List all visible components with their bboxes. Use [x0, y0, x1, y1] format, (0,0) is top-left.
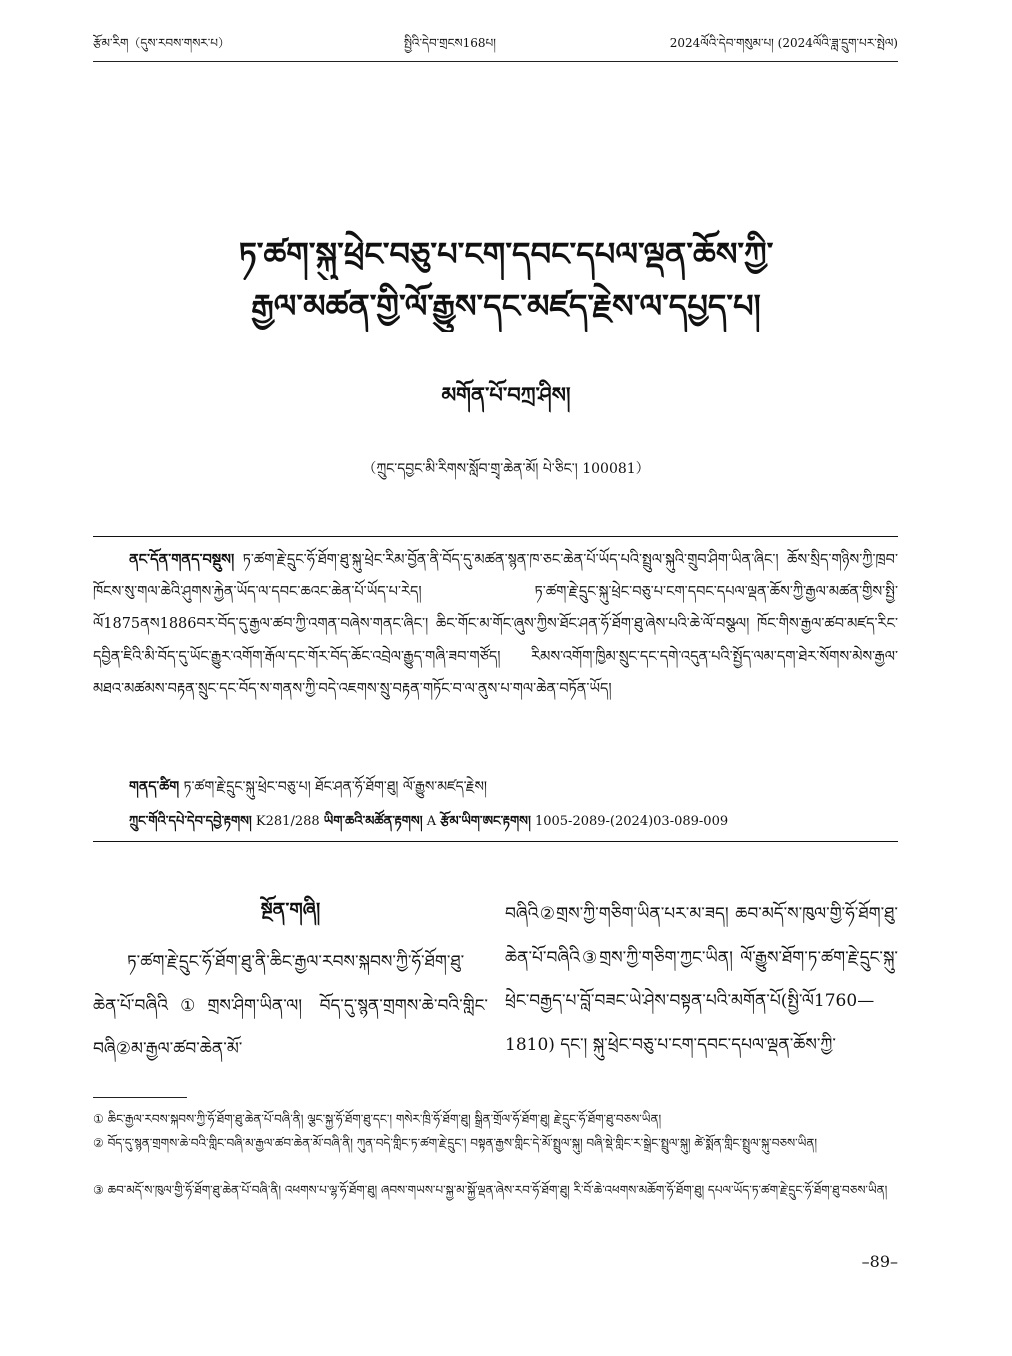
header-rule	[93, 61, 898, 62]
clc-label: ཀྲུང་གོའི་དཔེ་དེབ་དབྱེ་རྟགས།	[129, 814, 252, 829]
issue-total: སྤྱིའི་དེབ་གྲངས168པ།	[403, 36, 496, 50]
doc-code-value: A	[422, 814, 441, 829]
article-id-value: 1005-2089-(2024)03-089-009	[530, 814, 729, 829]
abstract-bottom-rule	[93, 841, 898, 842]
abstract-text: ཏ་ཚག་རྗེ་དྲུང་ཧོ་ཐོག་ཐུ་སྐུ་ཕྲེང་རིམ་བྱོན་ནི་བོད་དུ་མཚན་སྙན་ཁ་ཅང་ཆེན་པོ་ཡོད་པའི་སྤྲུལ་སྐུའི་གྲུབ་ཤིག་ཡིན་ཞིང་། ཆོས་སྲིད་གཉིས་ཀྱི་ཁྲབ་ཁོངས་སུ་གལ་ཆེའི་ཤུགས་རྐྱེན་ཡོད་ལ་དབང་ཆའང་ཆེན་པོ་ཡོད་པ་རེད། ཏ་ཚག་རྗེ་དྲུང་སྐུ་ཕྲེང་བཅུ་པ་ངག་དབང་དཔལ་ལྡན་ཆོས་ཀྱི་རྒྱལ་མཚན་གྱིས་སྤྱི་ལོ1875ནས1886བར་བོད་དུ་རྒྱལ་ཚབ་ཀྱི་འགན་བཞེས་གནང་ཞིང་། ཆིང་གོང་མ་གོང་ཞུས་ཀྱིས་ཐོང་ཤན་ཧོ་ཐོག་ཐུ་ཞེས་པའི་ཆེ་ལོ་བསྩལ། ཁོང་གིས་རྒྱལ་ཚབ་མཛད་རིང་དབྱིན་ཇིའི་མི་བོད་དུ་ཡོང་རྒྱུར་འགོག་རྒོལ་དང་གོར་བོད་ཆོང་འབྲེལ་རྒྱུད་གཞི་ཟབ་གཙོད། རིམས་འགོག་ཁྱིམ་སྲུང་དང་དགེ་འདུན་པའི་སྤྱོད་ལམ་དག་ཐེར་སོགས་མེས་རྒྱལ་མཐའ་མཚམས་བརྟན་སྲུང་དང་བོད་ས་གནས་ཀྱི་བདེ་འཇགས་སྲུ་བརྟན་གཏོང་བ་ལ་ནུས་པ་གལ་ཆེན་བཏོན་ཡོད།	[93, 552, 898, 697]
title-line-1: ཏ་ཚག་སྐུ་ཕྲེང་བཅུ་པ་ངག་དབང་དཔལ་ལྡན་ཆོས་ཀྱི་	[238, 235, 774, 273]
keywords	[93, 770, 898, 810]
clc-value: K281/288	[251, 814, 324, 829]
classification-line	[93, 806, 898, 843]
keywords-label: གནད་ཚིག	[129, 779, 180, 795]
footnote-3: ③ ཆབ་མདོ་ས་ཁུལ་གྱི་ཧོ་ཐོག་ཐུ་ཆེན་པོ་བཞི་ནི། འཕགས་པ་ལྷ་ཧོ་ཐོག་ཐུ། ཞབས་གཡས་པ་སྐྱ་མ་སྐྱོ་ལྡན་ཞེས་རབ་ཧོ་ཐོག་ཐུ། རི་བོ་ཆེ་འཕགས་མཆོག་ཧོ་ཐོག་ཐུ། དཔལ་ཡོད་ཏ་ཚག་རྗེ་དྲུང་ཧོ་ཐོག་ཐུ་བཅས་ཡིན།	[93, 1183, 888, 1197]
issue-date: 2024ལོའི་དེབ་གསུམ་པ། (2024ལོའི་ཟླ་དྲུག་པར་སྤེལ)	[669, 36, 898, 50]
abstract-top-rule	[93, 536, 898, 537]
body-paragraph-left: ཏ་ཚག་རྗེ་དྲུང་ཧོ་ཐོག་ཐུ་ནི་ཆིང་རྒྱལ་རབས་སྐབས་ཀྱི་ཧོ་ཐོག་ཐུ་ཆེན་པོ་བཞིའི①གྲས་ཤིག་ཡིན་ལ། བོད་དུ་སྙན་གྲགས་ཆེ་བའི་གླིང་བཞི②མ་རྒྱལ་ཚབ་ཆེན་མོ་	[93, 952, 488, 1059]
keywords-text: ཏ་ཚག་རྗེ་དྲུང་སྐུ་ཕྲེང་བཅུ་པ། ཐོང་ཤན་ཧོ་ཐོག་ཐུ། ལོ་རྒྱུས་མཛད་རྗེས།	[179, 779, 488, 795]
running-header	[93, 34, 898, 60]
section-heading: སྔོན་གཞི།	[260, 899, 321, 921]
doc-code-label: ཡིག་ཆའི་མཚོན་རྟགས།	[323, 814, 423, 829]
title-line-2: རྒྱལ་མཚན་གྱི་ལོ་རྒྱུས་དང་མཛད་རྗེས་ལ་དཔྱད་པ།	[251, 287, 761, 325]
footnote-2: ② བོད་དུ་སྙན་གྲགས་ཆེ་བའི་གླིང་བཞི་མ་རྒྱལ་ཚབ་ཆེན་མོ་བཞི་ནི། ཀུན་བདེ་གླིང་ཏ་ཚག་རྗེ་དྲུང་། བསྟན་རྒྱས་གླིང་དེ་མོ་སྤྲུལ་སྐུ། བཞི་སྡེ་གླིང་ར་སྒྲེང་སྤྲུལ་སྐུ། ཚེ་སྨོན་གླིང་སྤྲུལ་སྐུ་བཅས་ཡིན།	[93, 1136, 818, 1150]
footnote-rule	[93, 1097, 187, 1098]
article-id-label: རྩོམ་ཡིག་ཨང་རྟགས།	[440, 814, 531, 829]
page-number: –89–	[861, 1252, 898, 1271]
author-name: མགོན་པོ་བཀྲ་ཤིས།	[441, 382, 571, 407]
body-column-right: བཞིའི②གྲས་ཀྱི་གཅིག་ཡིན་པར་མ་ཟད། ཆབ་མདོ་ས་ཁུལ་གྱི་ཧོ་ཐོག་ཐུ་ཆེན་པོ་བཞིའི③གྲས་ཀྱི་གཅིག་ཀྱང་ཡིན། ལོ་རྒྱུས་ཐོག་ཏ་ཚག་རྗེ་དྲུང་སྐུ་ཕྲེང་བརྒྱད་པ་བློ་བཟང་ཡེ་ཤེས་བསྟན་པའི་མགོན་པོ(སྤྱི་ལོ1760—1810) དང་། སྐུ་ཕྲེང་བཅུ་པ་ངག་དབང་དཔལ་ལྡན་ཆོས་ཀྱི་	[505, 904, 898, 1055]
author-affiliation: （ཀྲུང་དབྱང་མི་རིགས་སློབ་གྲྭ་ཆེན་མོ། པེ་ཅིང་། 100081）	[362, 461, 650, 477]
footnote-1: ① ཆིང་རྒྱལ་རབས་སྐབས་ཀྱི་ཧོ་ཐོག་ཐུ་ཆེན་པོ་བཞི་ནི། ལྕང་སྐྱ་ཧོ་ཐོག་ཐུ་དང་། གསེར་ཁྲི་ཧོ་ཐོག་ཐུ། སྒྲིན་གྲོལ་ཧོ་ཐོག་ཐུ། རྗེ་དྲུང་ཧོ་ཐོག་ཐུ་བཅས་ཡིན།	[93, 1112, 662, 1126]
body-column-left	[93, 893, 488, 1073]
journal-name: རྩོམ་རིག（དུས་རབས་གསར་པ）	[93, 36, 230, 50]
abstract-label: ནང་དོན་གནད་བསྡུས།	[129, 551, 235, 568]
article-title	[120, 228, 892, 332]
abstract	[93, 544, 898, 768]
footnotes	[93, 1108, 898, 1226]
